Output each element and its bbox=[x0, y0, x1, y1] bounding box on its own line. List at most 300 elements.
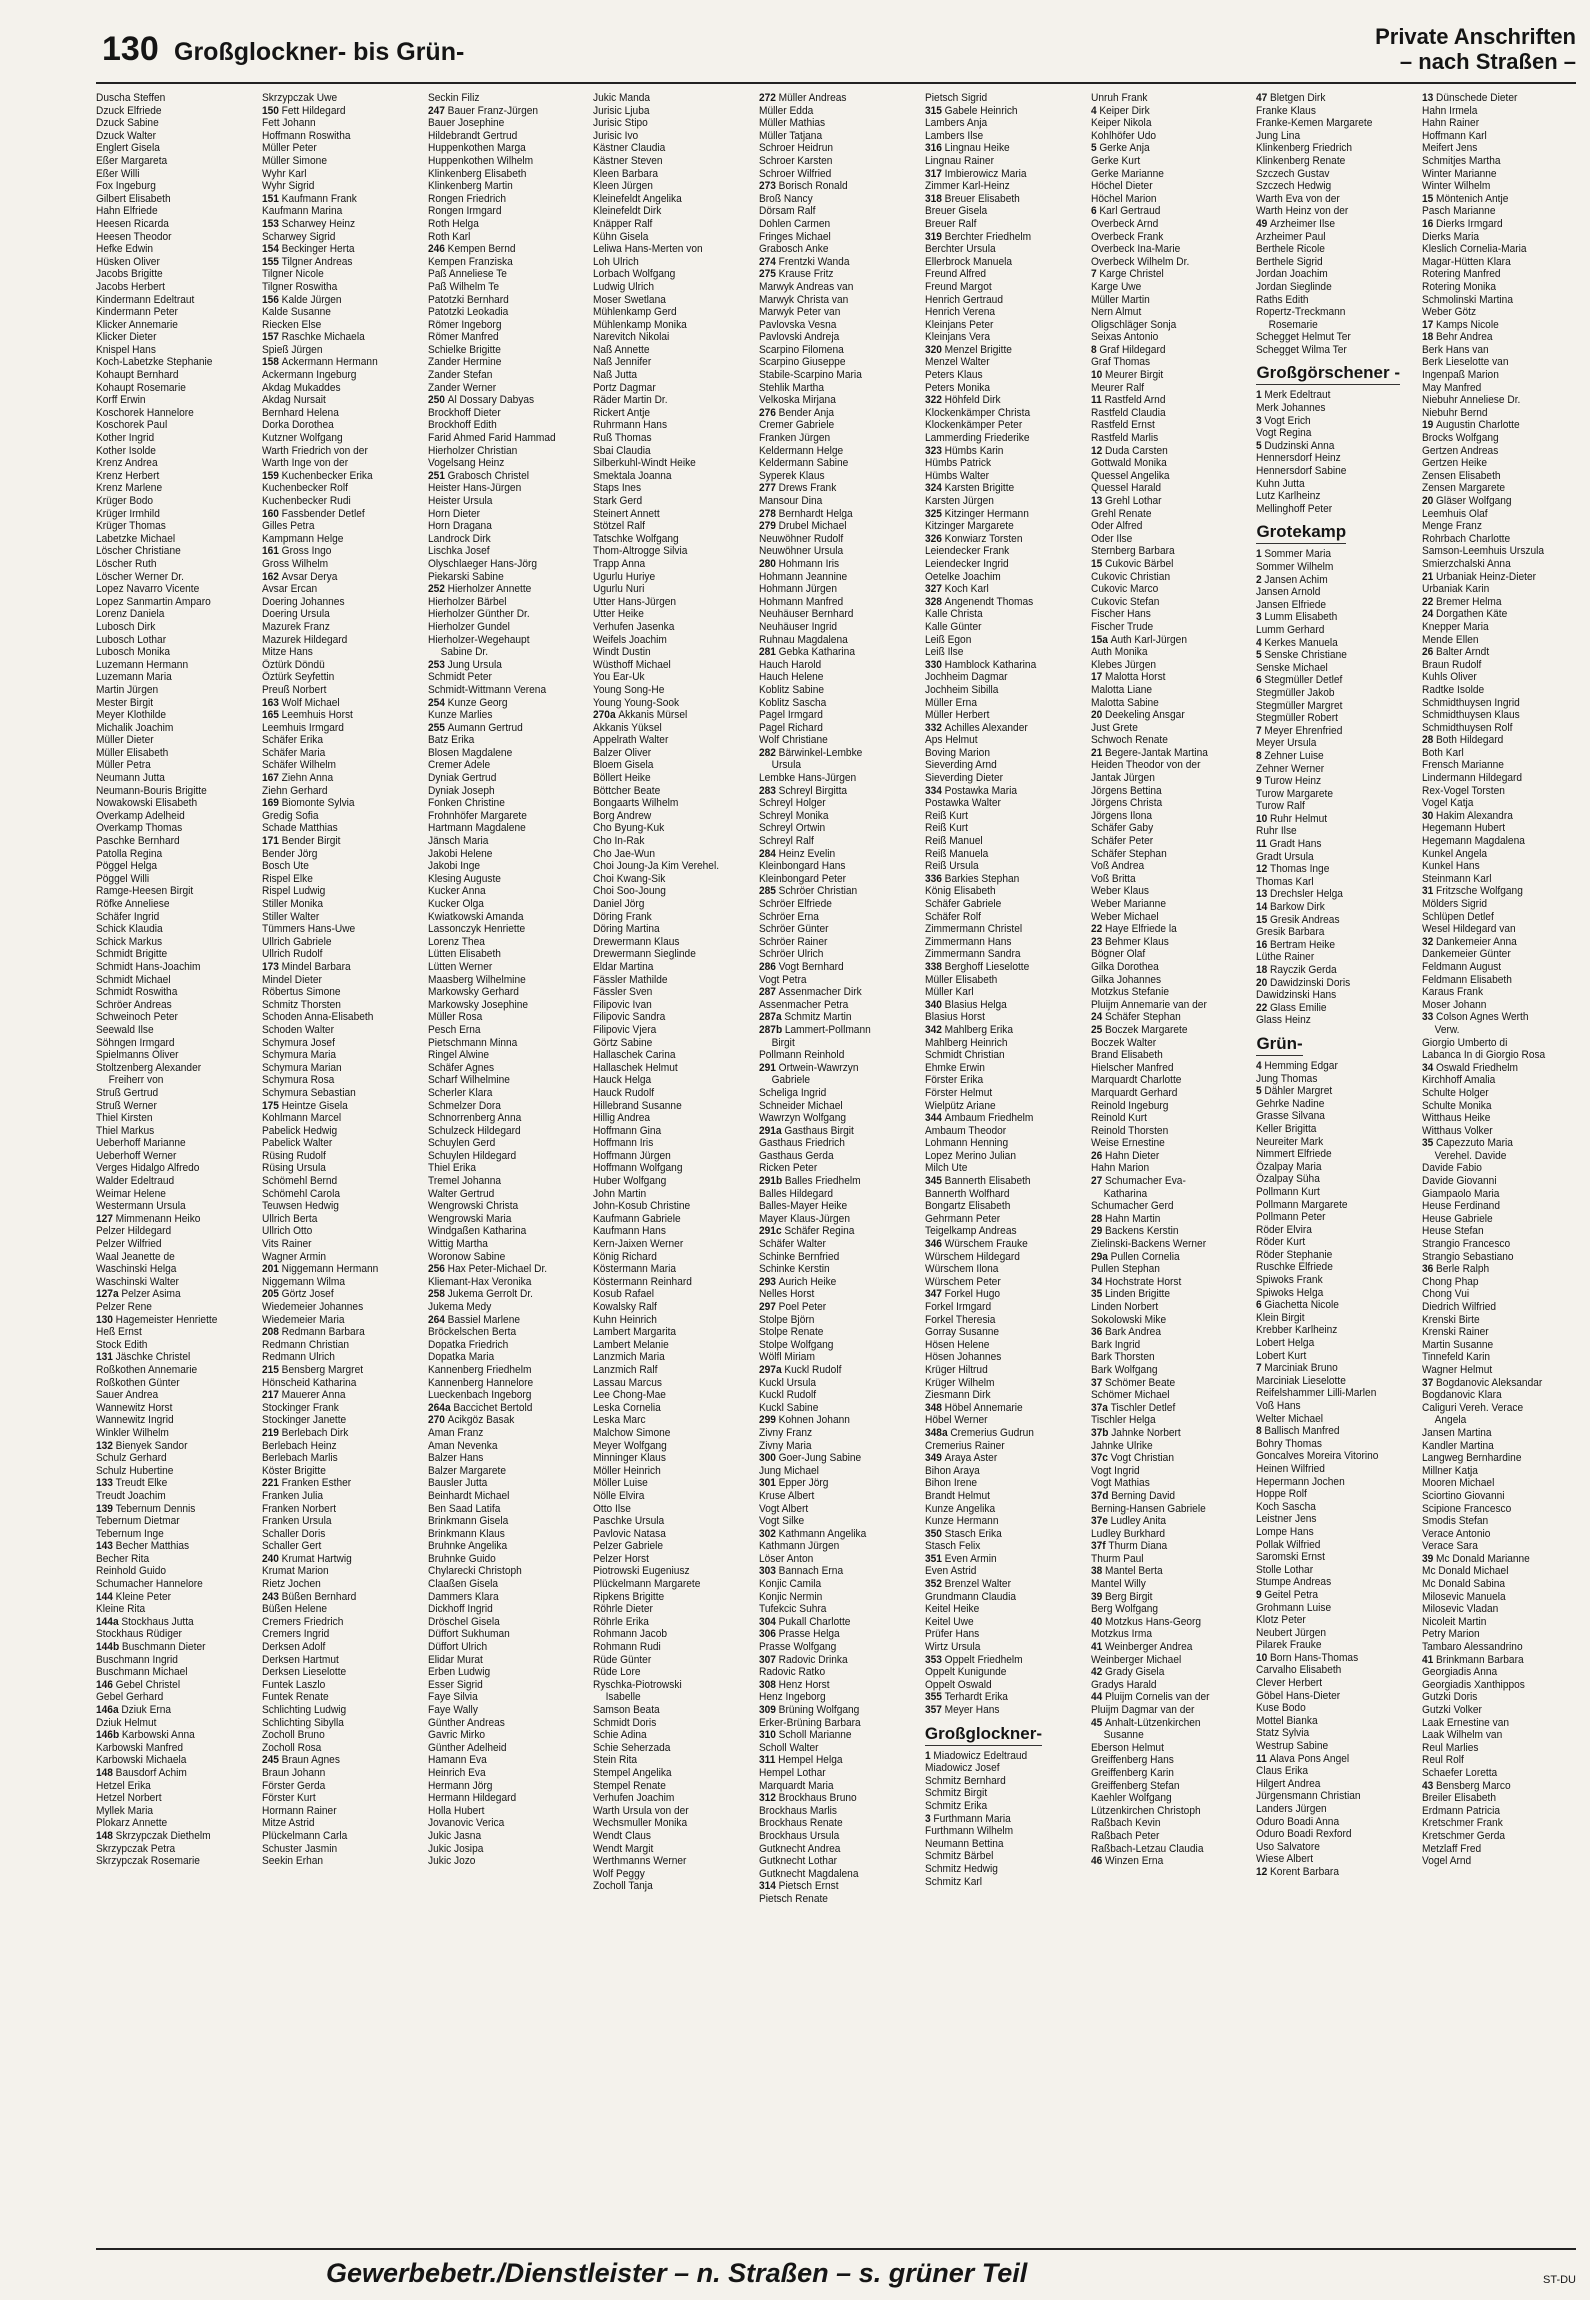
resident-name: Hilgert Andrea bbox=[1256, 1777, 1321, 1790]
resident-name: Stiller Monika bbox=[261, 898, 323, 910]
house-number: 255 bbox=[427, 721, 445, 734]
resident-name: Graf Thomas bbox=[1090, 356, 1150, 369]
resident-name: Riecken Else bbox=[261, 318, 322, 331]
resident-name: Plückelmann Carla bbox=[261, 1829, 348, 1842]
resident-name: Kliemant-Hax Veronika bbox=[427, 1275, 531, 1288]
resident-name: Oduro Boadi Rexford bbox=[1256, 1828, 1352, 1841]
resident-name: Arzheimer Ilse bbox=[1270, 217, 1336, 230]
resident-name: Bruhnke Angelika bbox=[427, 1540, 507, 1553]
resident-entry bbox=[1091, 1162, 1251, 1175]
resident-entry bbox=[925, 1125, 1085, 1138]
resident-entry bbox=[593, 822, 753, 835]
resident-name: Prasse Wolfgang bbox=[759, 1641, 837, 1654]
resident-entry bbox=[1256, 465, 1416, 478]
resident-name: Ricken Peter bbox=[759, 1162, 818, 1175]
resident-name: Jakobi Inge bbox=[427, 860, 480, 873]
resident-name: Schmitz Hedwig bbox=[924, 1862, 998, 1875]
resident-name: Akdag Nursait bbox=[261, 394, 326, 407]
resident-name: Frensch Marianne bbox=[1422, 759, 1505, 772]
resident-name: Klinkenberg Renate bbox=[1256, 154, 1346, 167]
resident-entry bbox=[1422, 1440, 1582, 1453]
resident-name: Lanzmich Ralf bbox=[593, 1363, 658, 1376]
resident-entry bbox=[96, 180, 256, 193]
resident-name: Bloem Gisela bbox=[593, 759, 654, 772]
resident-entry bbox=[96, 319, 256, 332]
resident-entry bbox=[262, 608, 422, 621]
resident-entry bbox=[1091, 1276, 1251, 1289]
resident-name: Fett Hildegard bbox=[281, 104, 346, 117]
resident-name: Buschmann Dieter bbox=[121, 1641, 206, 1654]
resident-name: Schweinoch Peter bbox=[96, 1011, 178, 1024]
resident-entry bbox=[96, 1087, 256, 1100]
resident-entry bbox=[1091, 243, 1251, 256]
resident-name: Oder Ilse bbox=[1090, 532, 1132, 545]
resident-name: Prasse Helga bbox=[778, 1628, 840, 1641]
resident-entry bbox=[96, 759, 256, 772]
resident-name: Tebernum Dietmar bbox=[96, 1515, 180, 1528]
resident-name: Greiffenberg Stefan bbox=[1090, 1779, 1180, 1792]
resident-entry bbox=[1091, 1452, 1251, 1465]
resident-entry bbox=[428, 294, 588, 307]
resident-entry bbox=[262, 697, 422, 710]
resident-entry bbox=[1422, 1087, 1582, 1100]
resident-entry bbox=[1091, 1314, 1251, 1327]
resident-name: Kucker Olga bbox=[427, 898, 484, 910]
resident-entry bbox=[759, 1074, 919, 1087]
resident-name: Korent Barbara bbox=[1270, 1865, 1340, 1878]
resident-name: Chong Vui bbox=[1422, 1288, 1470, 1301]
resident-name: Özalpay Süha bbox=[1256, 1173, 1321, 1186]
resident-entry bbox=[1091, 1112, 1251, 1125]
resident-entry bbox=[593, 1868, 753, 1881]
resident-entry bbox=[1091, 1427, 1251, 1440]
resident-name: Bremer Helma bbox=[1436, 595, 1502, 608]
resident-name: Wiedemeier Johannes bbox=[261, 1301, 363, 1313]
resident-name: Capezzuto Maria bbox=[1436, 1137, 1514, 1150]
house-number: 131 bbox=[96, 1351, 113, 1364]
resident-entry bbox=[96, 419, 256, 432]
resident-entry bbox=[96, 1452, 256, 1465]
resident-name: Knäpper Ralf bbox=[593, 217, 653, 230]
resident-entry bbox=[593, 1628, 753, 1641]
resident-entry bbox=[1091, 168, 1251, 181]
resident-name: Westrup Sabine bbox=[1256, 1740, 1329, 1753]
resident-name: Begere-Jantak Martina bbox=[1104, 746, 1208, 759]
resident-name: Lopez Sanmartin Amparo bbox=[96, 595, 211, 608]
resident-name: Gebel Christel bbox=[115, 1678, 181, 1691]
house-number: 16 bbox=[1256, 938, 1268, 951]
resident-name: Kwiatkowski Amanda bbox=[427, 910, 524, 923]
resident-name: Weber Michael bbox=[1090, 910, 1159, 923]
resident-name: Fischer Hans bbox=[1090, 608, 1151, 621]
resident-entry bbox=[759, 1805, 919, 1818]
house-number: 9 bbox=[1256, 775, 1263, 788]
resident-name: Schaller Doris bbox=[261, 1527, 326, 1540]
house-number: 127 bbox=[96, 1212, 113, 1225]
resident-name: Pietsch Renate bbox=[759, 1892, 829, 1905]
resident-name: Pabelick Walter bbox=[261, 1137, 333, 1150]
resident-name: Öztürk Seyfettin bbox=[261, 671, 335, 684]
resident-entry bbox=[1422, 168, 1582, 181]
resident-name: Schäfer Wilhelm bbox=[261, 759, 336, 772]
resident-name: Dickhoff Ingrid bbox=[427, 1603, 493, 1616]
resident-entry bbox=[1256, 218, 1416, 231]
resident-entry bbox=[925, 646, 1085, 659]
resident-entry bbox=[759, 634, 919, 647]
resident-name: Vogt Mathias bbox=[1090, 1477, 1150, 1490]
resident-entry bbox=[925, 1162, 1085, 1175]
resident-name: Fässler Sven bbox=[593, 986, 653, 999]
resident-entry bbox=[925, 1787, 1085, 1800]
resident-entry bbox=[925, 911, 1085, 924]
resident-entry bbox=[428, 1314, 588, 1327]
resident-entry bbox=[593, 1389, 753, 1402]
resident-name: Neureiter Mark bbox=[1256, 1135, 1324, 1148]
resident-name: Windgaßen Katharina bbox=[427, 1225, 526, 1238]
resident-entry bbox=[1091, 1528, 1251, 1541]
resident-name: Konjic Nermin bbox=[759, 1590, 823, 1603]
resident-name: Stolpe Wolfgang bbox=[759, 1338, 834, 1351]
house-number: 130 bbox=[96, 1313, 113, 1326]
resident-name: Bröckelschen Berta bbox=[427, 1326, 516, 1339]
resident-entry bbox=[1422, 1691, 1582, 1704]
resident-entry bbox=[1422, 520, 1582, 533]
resident-name: Davide Fabio bbox=[1422, 1162, 1483, 1175]
resident-name: Bärwinkel-Lembke bbox=[778, 746, 863, 759]
resident-entry bbox=[1422, 923, 1582, 936]
house-number: 334 bbox=[924, 784, 942, 797]
resident-name: Bark Andrea bbox=[1104, 1326, 1161, 1339]
resident-name: Seewald Ilse bbox=[96, 1023, 154, 1036]
resident-name: Hakim Alexandra bbox=[1436, 809, 1514, 822]
resident-name: Hümbs Patrick bbox=[924, 457, 991, 470]
resident-entry bbox=[759, 1037, 919, 1050]
resident-entry bbox=[262, 759, 422, 772]
resident-entry bbox=[96, 1024, 256, 1037]
resident-entry bbox=[1422, 722, 1582, 735]
resident-entry bbox=[759, 520, 919, 533]
resident-entry bbox=[1256, 415, 1416, 428]
resident-name: Müller Herbert bbox=[924, 709, 990, 722]
resident-name: Berg Birgit bbox=[1104, 1590, 1153, 1603]
resident-entry bbox=[593, 419, 753, 432]
resident-entry bbox=[96, 885, 256, 898]
resident-entry bbox=[1422, 306, 1582, 319]
resident-entry bbox=[262, 1679, 422, 1692]
resident-name: Schinke Bernfried bbox=[759, 1250, 840, 1263]
resident-entry bbox=[1256, 561, 1416, 574]
resident-name: Dähler Margret bbox=[1264, 1085, 1333, 1098]
resident-name: Leliwa Hans-Merten von bbox=[593, 243, 703, 256]
resident-entry bbox=[428, 130, 588, 143]
resident-name: Seixas Antonio bbox=[1090, 331, 1158, 344]
resident-entry bbox=[1422, 961, 1582, 974]
resident-name: Marwyk Andreas van bbox=[759, 280, 854, 293]
resident-name: Skrzypczak Uwe bbox=[261, 92, 337, 104]
resident-name: Wiedemeier Maria bbox=[261, 1313, 345, 1326]
resident-name: Wolf Peggy bbox=[593, 1867, 646, 1880]
resident-entry bbox=[1422, 344, 1582, 357]
resident-name: Meyer Klothilde bbox=[96, 709, 167, 722]
resident-entry bbox=[428, 1339, 588, 1352]
resident-name: Cukovic Stefan bbox=[1090, 595, 1160, 608]
resident-entry bbox=[96, 822, 256, 835]
house-number: 312 bbox=[759, 1792, 777, 1805]
resident-entry bbox=[593, 457, 753, 470]
resident-entry bbox=[925, 571, 1085, 584]
resident-name: Hepermann Jochen bbox=[1256, 1475, 1346, 1488]
resident-entry bbox=[593, 1238, 753, 1251]
resident-entry bbox=[428, 722, 588, 735]
resident-name: Verhufen Joachim bbox=[593, 1792, 675, 1805]
resident-name: Derksen Lieselotte bbox=[261, 1666, 346, 1679]
resident-name: Schmidt Hans-Joachim bbox=[96, 960, 201, 973]
resident-entry bbox=[428, 785, 588, 798]
resident-entry bbox=[262, 671, 422, 684]
resident-name: Lembke Hans-Jürgen bbox=[759, 772, 857, 785]
resident-name: Förster Kurt bbox=[261, 1792, 316, 1805]
resident-name: Gertzen Andreas bbox=[1422, 444, 1499, 457]
resident-entry bbox=[593, 885, 753, 898]
resident-entry bbox=[759, 218, 919, 231]
resident-name: Schröer Günter bbox=[759, 923, 829, 936]
resident-entry bbox=[1256, 1236, 1416, 1249]
resident-name: Mölders Sigrid bbox=[1422, 898, 1488, 910]
resident-entry bbox=[925, 785, 1085, 798]
resident-name: Kaufmann Gabriele bbox=[593, 1212, 681, 1225]
resident-name: Röder Stephanie bbox=[1256, 1248, 1333, 1261]
resident-name: Quessel Angelika bbox=[1090, 469, 1170, 482]
resident-name: Szczech Gustav bbox=[1256, 167, 1330, 180]
house-number: 10 bbox=[1256, 812, 1268, 825]
resident-entry bbox=[1256, 243, 1416, 256]
resident-entry bbox=[1422, 1301, 1582, 1314]
resident-name: Both Hildegard bbox=[1436, 734, 1504, 747]
resident-entry bbox=[593, 1780, 753, 1793]
resident-entry bbox=[1091, 961, 1251, 974]
resident-name: Berning-Hansen Gabriele bbox=[1090, 1502, 1206, 1515]
resident-entry bbox=[1422, 142, 1582, 155]
resident-entry bbox=[1256, 1753, 1416, 1766]
resident-entry bbox=[1091, 1364, 1251, 1377]
resident-entry bbox=[593, 382, 753, 395]
resident-name: Röhrle Erika bbox=[593, 1615, 650, 1628]
resident-entry bbox=[1091, 1477, 1251, 1490]
resident-name: Klinkenberg Elisabeth bbox=[427, 167, 526, 180]
resident-name: Kohaupt Rosemarie bbox=[96, 381, 186, 394]
resident-entry bbox=[96, 684, 256, 697]
resident-entry bbox=[759, 1452, 919, 1465]
resident-name: Drechsler Helga bbox=[1270, 888, 1344, 901]
resident-name: Malotta Liane bbox=[1090, 683, 1152, 696]
resident-entry bbox=[1422, 445, 1582, 458]
resident-entry bbox=[1422, 709, 1582, 722]
resident-entry bbox=[593, 256, 753, 269]
resident-entry bbox=[925, 1037, 1085, 1050]
resident-name: Pavlovic Natasa bbox=[593, 1527, 667, 1540]
resident-entry bbox=[1256, 1576, 1416, 1589]
resident-name: Hierholzer Günther Dr. bbox=[427, 608, 530, 621]
house-number: 285 bbox=[759, 885, 777, 898]
resident-entry bbox=[1422, 281, 1582, 294]
resident-name: Ballisch Manfred bbox=[1264, 1425, 1340, 1438]
house-number: 7 bbox=[1090, 268, 1097, 281]
resident-name: Milch Ute bbox=[924, 1162, 968, 1175]
resident-entry bbox=[428, 1276, 588, 1289]
house-number: 301 bbox=[759, 1477, 777, 1490]
resident-entry bbox=[1422, 1225, 1582, 1238]
resident-entry bbox=[593, 1817, 753, 1830]
resident-name: Meurer Birgit bbox=[1104, 369, 1163, 382]
resident-entry bbox=[1091, 1037, 1251, 1050]
house-number: 7 bbox=[1256, 1362, 1263, 1375]
resident-name: Faye Wally bbox=[427, 1704, 478, 1716]
resident-entry bbox=[262, 1263, 422, 1276]
house-number: 286 bbox=[759, 960, 777, 973]
resident-entry bbox=[759, 155, 919, 168]
resident-name: Klicker Annemarie bbox=[96, 318, 178, 331]
resident-name: Utter Heike bbox=[593, 608, 645, 621]
resident-entry bbox=[1256, 1539, 1416, 1552]
resident-name: Schmidt Doris bbox=[593, 1716, 657, 1729]
resident-entry bbox=[428, 1830, 588, 1843]
resident-entry bbox=[925, 457, 1085, 470]
resident-entry bbox=[759, 923, 919, 936]
resident-entry bbox=[1091, 1263, 1251, 1276]
resident-entry bbox=[262, 1817, 422, 1830]
house-number: 156 bbox=[261, 293, 279, 306]
resident-entry bbox=[428, 1452, 588, 1465]
resident-entry bbox=[96, 747, 256, 760]
resident-entry bbox=[925, 1628, 1085, 1641]
resident-entry bbox=[1091, 860, 1251, 873]
house-number: 314 bbox=[759, 1880, 777, 1893]
resident-name: Krüger Hiltrud bbox=[924, 1363, 988, 1376]
resident-entry bbox=[428, 1024, 588, 1037]
resident-entry bbox=[262, 1125, 422, 1138]
resident-name: Mende Ellen bbox=[1422, 633, 1479, 646]
resident-entry bbox=[1422, 331, 1582, 344]
resident-entry bbox=[1256, 1073, 1416, 1086]
resident-entry bbox=[1422, 1578, 1582, 1591]
resident-entry bbox=[759, 684, 919, 697]
resident-entry bbox=[262, 1301, 422, 1314]
resident-name: Peters Klaus bbox=[924, 369, 983, 382]
resident-name: Neuwöhner Rudolf bbox=[759, 532, 844, 545]
resident-name: Schömer Beate bbox=[1104, 1376, 1175, 1389]
resident-entry bbox=[1091, 457, 1251, 470]
resident-name: Dünschede Dieter bbox=[1436, 92, 1518, 104]
resident-entry bbox=[593, 1490, 753, 1503]
resident-entry bbox=[1256, 1085, 1416, 1098]
resident-name: Grohmann Luise bbox=[1256, 1601, 1332, 1614]
resident-entry bbox=[593, 1414, 753, 1427]
resident-name: Pasch Marianne bbox=[1422, 205, 1496, 218]
resident-name: Bihon Irene bbox=[924, 1477, 977, 1490]
resident-entry bbox=[1256, 281, 1416, 294]
house-number: 4 bbox=[1090, 104, 1097, 117]
resident-entry bbox=[593, 999, 753, 1012]
resident-name: Dopatka Maria bbox=[427, 1351, 494, 1364]
resident-entry bbox=[925, 1301, 1085, 1314]
resident-entry bbox=[593, 1477, 753, 1490]
resident-entry bbox=[262, 92, 422, 105]
resident-name: Rickert Antje bbox=[593, 406, 651, 419]
resident-entry bbox=[593, 911, 753, 924]
resident-name: Neumann Bettina bbox=[924, 1837, 1004, 1850]
resident-name: Weise Ernestine bbox=[1090, 1137, 1165, 1150]
house-number: 23 bbox=[1090, 935, 1102, 948]
resident-entry bbox=[96, 1830, 256, 1843]
house-number: 272 bbox=[759, 92, 777, 104]
house-number: 240 bbox=[261, 1552, 279, 1565]
resident-entry bbox=[593, 1666, 753, 1679]
resident-name: Kalle Günter bbox=[924, 620, 982, 633]
resident-name: Schmitz Bernhard bbox=[924, 1774, 1006, 1787]
resident-name: Stockinger Frank bbox=[261, 1401, 339, 1414]
resident-entry bbox=[593, 281, 753, 294]
house-number: 132 bbox=[96, 1439, 113, 1452]
resident-entry bbox=[262, 1351, 422, 1364]
resident-name: Schulte Monika bbox=[1422, 1099, 1492, 1112]
resident-entry bbox=[1256, 674, 1416, 687]
resident-name: Müller Dieter bbox=[96, 734, 154, 747]
house-number: 344 bbox=[924, 1112, 942, 1125]
resident-name: Balles-Mayer Heike bbox=[759, 1200, 848, 1213]
resident-name: Klinkenberg Martin bbox=[427, 180, 513, 193]
house-number: 31 bbox=[1422, 885, 1434, 898]
resident-entry bbox=[262, 482, 422, 495]
street-heading: Grün- bbox=[1256, 1033, 1302, 1056]
resident-entry bbox=[428, 671, 588, 684]
resident-entry bbox=[428, 470, 588, 483]
resident-name: Naß Jutta bbox=[593, 369, 638, 382]
resident-entry bbox=[1256, 700, 1416, 713]
resident-name: Senske Michael bbox=[1256, 661, 1329, 674]
resident-name: Schuylen Hildegard bbox=[427, 1149, 516, 1162]
house-number: 325 bbox=[924, 507, 942, 520]
resident-name: Minninger Klaus bbox=[593, 1452, 667, 1465]
resident-name: Prüfer Hans bbox=[924, 1628, 980, 1641]
resident-entry bbox=[925, 1616, 1085, 1629]
resident-entry bbox=[759, 445, 919, 458]
resident-name: Ambaum Theodor bbox=[924, 1124, 1007, 1137]
house-number: 146 bbox=[96, 1678, 113, 1691]
house-number: 350 bbox=[924, 1527, 942, 1540]
resident-name: Jörgens Bettina bbox=[1090, 784, 1162, 797]
resident-entry bbox=[1091, 986, 1251, 999]
resident-entry bbox=[428, 835, 588, 848]
house-number: 159 bbox=[261, 469, 279, 482]
resident-entry bbox=[1422, 382, 1582, 395]
resident-entry bbox=[1091, 1780, 1251, 1793]
resident-name: Hoffmann Gina bbox=[593, 1124, 662, 1137]
resident-entry bbox=[925, 117, 1085, 130]
resident-name: Schmidt Christian bbox=[924, 1049, 1005, 1062]
resident-entry bbox=[262, 1767, 422, 1780]
resident-name: Hetzel Norbert bbox=[96, 1792, 162, 1805]
resident-name: Nern Almut bbox=[1090, 306, 1141, 319]
resident-entry bbox=[262, 634, 422, 647]
resident-entry bbox=[262, 1528, 422, 1541]
house-number: 20 bbox=[1422, 495, 1434, 507]
resident-name: Goncalves Moreira Vitorino bbox=[1256, 1450, 1379, 1463]
resident-name: Hillebrand Susanne bbox=[593, 1099, 683, 1112]
resident-entry bbox=[262, 1729, 422, 1742]
resident-entry bbox=[925, 659, 1085, 672]
resident-entry bbox=[759, 1528, 919, 1541]
resident-entry bbox=[1091, 558, 1251, 571]
